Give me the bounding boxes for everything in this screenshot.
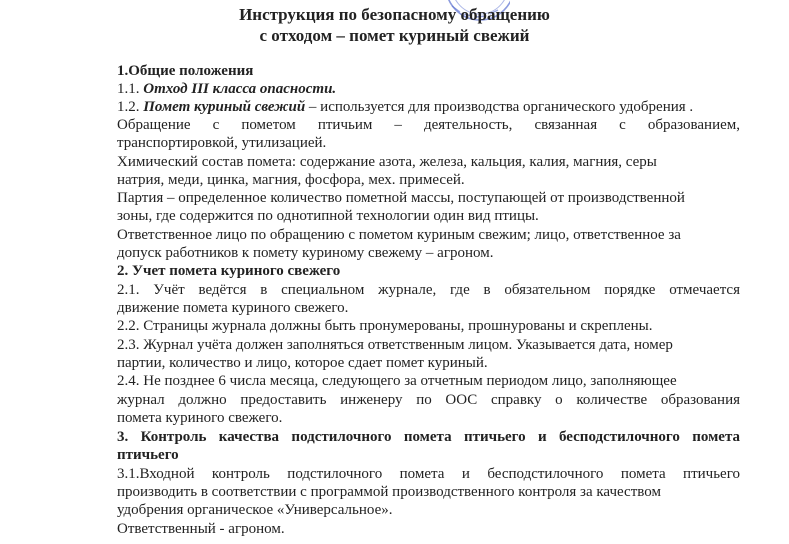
text-line: Партия – определенное количество пометной массы, поступающей от производственной [117, 190, 685, 206]
text-line: 2.2. Страницы журнала должны быть пронумерованы, прошнурованы и скреплены. [117, 318, 653, 334]
text-line: журнал должно предоставить инженеру по ООС справку о количестве образования [117, 392, 740, 408]
text-line: зоны, где содержится по однотипной технологии один вид птицы. [117, 208, 539, 224]
item-number: 1.1. [117, 81, 144, 97]
text-line: 2.1. Учёт ведётся в специальном журнале, где в обязательном порядке отмечается [117, 282, 740, 298]
section-2-heading: 2. Учет помета куриного свежего [117, 263, 341, 279]
text-line: натрия, меди, цинка, магния, фосфора, мех. примесей. [117, 172, 465, 188]
text-line: 3.1.Входной контроль подстилочного помета и бесподстилочного помета птичьего [117, 466, 740, 482]
paragraph-text: – используется для производства органического удобрения . [305, 99, 694, 115]
text-line: помета куриного свежего. [117, 410, 283, 426]
text-line: Химический состав помета: содержание азота, железа, кальция, калия, магния, серы [117, 154, 657, 170]
text-line: допуск работников к помету куриному свежему – агроном. [117, 245, 494, 261]
text-line: производить в соответствии с программой производственного контроля за качеством [117, 484, 661, 500]
section-1-heading: 1.Общие положения [117, 63, 254, 79]
text-line: движение помета куриного свежего. [117, 300, 349, 316]
text-line: Обращение с пометом птичьим – деятельность, связанная с образованием, [117, 117, 740, 133]
text-line: 2.4. Не позднее 6 числа месяца, следующего за отчетным периодом лицо, заполняющее [117, 373, 677, 389]
section-3-heading-cont: птичьего [117, 447, 179, 463]
hazard-class-text: Отход III класса опасности. [143, 81, 337, 97]
waste-name-text: Помет куриный свежий [143, 99, 306, 115]
text-line: Ответственный - агроном. [117, 521, 285, 537]
text-line: Ответственное лицо по обращению с пометом куриным свежим; лицо, ответственное за [117, 227, 681, 243]
item-number: 1.2. [117, 99, 144, 115]
paragraph-1-2 [117, 98, 693, 116]
paragraph-1-1 [117, 80, 336, 98]
text-line: партии, количество и лицо, которое сдает помет куриный. [117, 355, 488, 371]
section-3-heading: 3. Контроль качества подстилочного помета птичьего и бесподстилочного помета [117, 429, 740, 445]
text-line: 2.3. Журнал учёта должен заполняться ответственным лицом. Указывается дата, номер [117, 337, 673, 353]
text-line: удобрения органическое «Универсальное». [117, 502, 393, 518]
text-line: транспортировкой, утилизацией. [117, 135, 327, 151]
document-title-line1: Инструкция по безопасному обращению [239, 5, 550, 24]
document-title-line2: с отходом – помет куриный свежий [259, 26, 530, 45]
